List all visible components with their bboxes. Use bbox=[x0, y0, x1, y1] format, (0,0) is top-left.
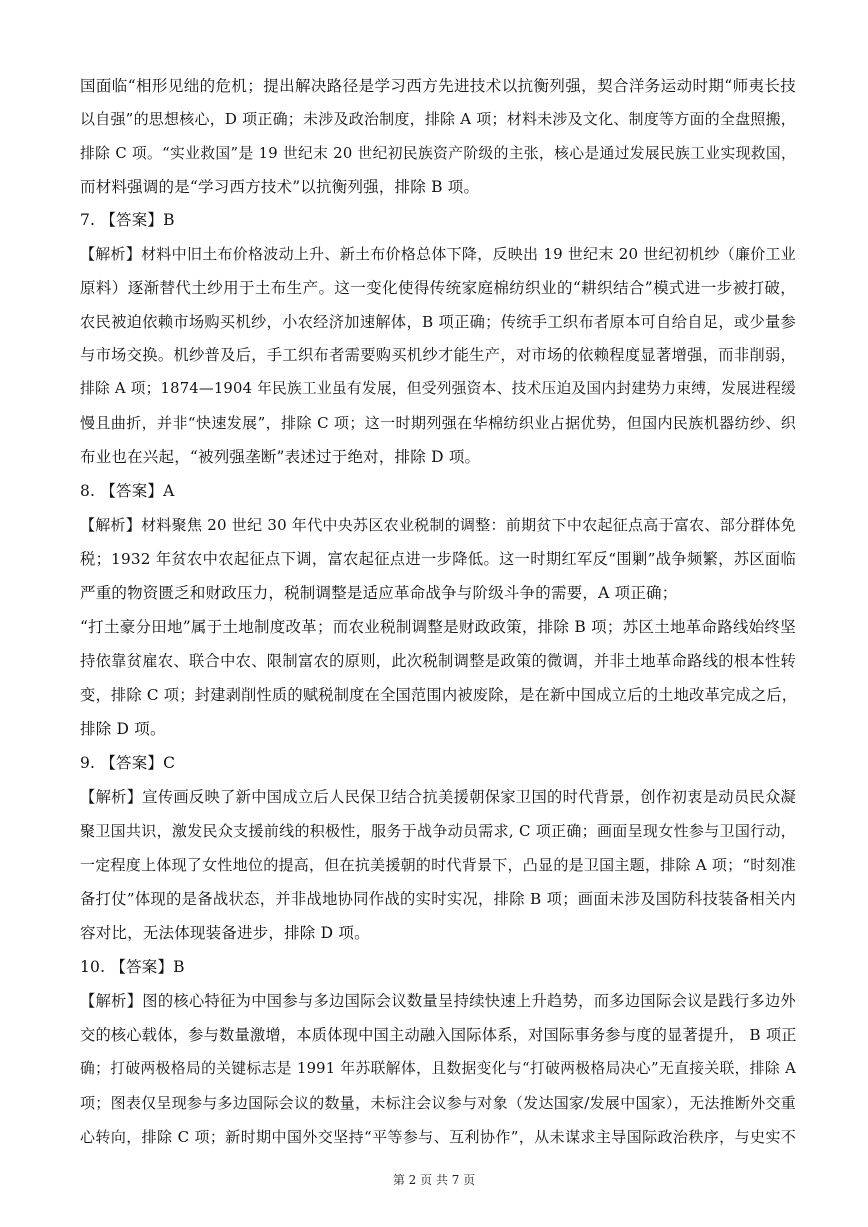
text-line: 慢且曲折，并非“快速发展”，排除 C 项；这一时期列强在华棉纺织业占据优势，但国内民族机器纺纱、织 bbox=[80, 414, 796, 432]
text-line: 持依靠贫雇农、联合中农、限制富农的原则，此次税制调整是政策的微调，并非土地革命路线的根本性转 bbox=[80, 652, 796, 670]
text-line: 农民被迫依赖市场购买机纱，小农经济加速解体，B 项正确；传统手工织布者原本可自给自足，或少量参 bbox=[80, 313, 796, 331]
text-line: 严重的物资匮乏和财政压力，税制调整是适应革命战争与阶级斗争的需要，A 项正确； bbox=[80, 584, 678, 602]
text-line: 一定程度上体现了女性地位的提高，但在抗美援朝的时代背景下，凸显的是卫国主题，排除 A 项；“时刻准 bbox=[80, 856, 796, 874]
text-line: 排除 A 项；1874—1904 年民族工业虽有发展，但受列强资本、技术压迫及国内封建势力束缚，发展进程缓 bbox=[80, 380, 796, 397]
answer-heading-7: 7. 【答案】B bbox=[80, 211, 175, 229]
text-line: 【解析】材料聚焦 20 世纪 30 年代中央苏区农业税制的调整：前期贫下中农起征点高于富农、部分群体免 bbox=[80, 516, 796, 534]
answer-heading-9: 9. 【答案】C bbox=[80, 754, 176, 772]
text-line: “打土豪分田地”属于土地制度改革；而农业税制调整是财政政策，排除 B 项；苏区土地革命路线始终坚 bbox=[80, 618, 796, 636]
text-line: 聚卫国共识，激发民众支援前线的积极性，服务于战争动员需求, C 项正确；画面呈现女性参与卫国行动， bbox=[80, 822, 796, 840]
text-line: 交的核心载体，参与数量激增，本质体现中国主动融入国际体系，对国际事务参与度的显著提升， B 项正 bbox=[80, 1026, 797, 1044]
text-line: 国面临“相形见绌的危机；提出解决路径是学习西方先进技术以抗衡列强，契合洋务运动时期“师夷长技 bbox=[80, 77, 796, 95]
text-line: 备打仗”体现的是备战状态，并非战地协同作战的实时实况，排除 B 项；画面未涉及国防科技装备相关内 bbox=[80, 890, 796, 908]
text-line: 而材料强调的是“学习西方技术”以抗衡列强，排除 B 项。 bbox=[80, 178, 480, 196]
text-line: 确；打破两极格局的关键标志是 1991 年苏联解体，且数据变化与“打破两极格局决心”无直接关联，排除 A bbox=[80, 1060, 796, 1077]
text-line: 【解析】宣传画反映了新中国成立后人民保卫结合抗美援朝保家卫国的时代背景，创作初衷是动员民众凝 bbox=[80, 788, 796, 806]
text-line: 以自强”的思想核心，D 项正确；未涉及政治制度，排除 A 项；材料未涉及文化、制度等方面的全盘照搬， bbox=[80, 110, 796, 128]
text-line: 项；图表仅呈现参与多边国际会议的数量，未标注会议参与对象（发达国家/发展中国家），无法推断外交重 bbox=[80, 1094, 796, 1112]
answer-heading-10: 10. 【答案】B bbox=[80, 958, 185, 976]
text-line: 【解析】图的核心特征为中国参与多边国际会议数量呈持续快速上升趋势，而多边国际会议是践行多边外 bbox=[80, 992, 796, 1010]
text-line: 【解析】材料中旧土布价格波动上升、新土布价格总体下降，反映出 19 世纪末 20 世纪初机纱（廉价工业 bbox=[80, 245, 796, 263]
text-line: 容对比，无法体现装备进步，排除 D 项。 bbox=[80, 924, 370, 942]
answer-heading-8: 8. 【答案】A bbox=[80, 482, 175, 500]
page-footer: 第 2 页 共 7 页 bbox=[392, 1173, 476, 1187]
text-line: 心转向，排除 C 项；新时期中国外交坚持“平等参与、互利协作”，从未谋求主导国际政治秩序，与史实不 bbox=[80, 1128, 796, 1146]
text-line: 税；1932 年贫农中农起征点下调，富农起征点进一步降低。这一时期红军反“围剿”战争频繁，苏区面临 bbox=[80, 550, 796, 568]
text-line: 布业也在兴起，“被列强垄断”表述过于绝对，排除 D 项。 bbox=[80, 448, 481, 466]
text-line: 与市场交换。机纱普及后，手工织布者需要购买机纱才能生产，对市场的依赖程度显著增强，而非削弱， bbox=[80, 346, 796, 364]
text-line: 排除 C 项。“实业救国”是 19 世纪末 20 世纪初民族资产阶级的主张，核心是通过发展民族工业实现救国， bbox=[80, 145, 796, 162]
text-line: 变，排除 C 项；封建剥削性质的赋税制度在全国范围内被废除，是在新中国成立后的土地改革完成之后， bbox=[80, 686, 798, 704]
text-line: 原料）逐渐替代土纱用于土布生产。这一变化使得传统家庭棉纺织业的“耕织结合”模式进一步被打破， bbox=[80, 279, 796, 297]
text-line: 排除 D 项。 bbox=[80, 720, 166, 738]
